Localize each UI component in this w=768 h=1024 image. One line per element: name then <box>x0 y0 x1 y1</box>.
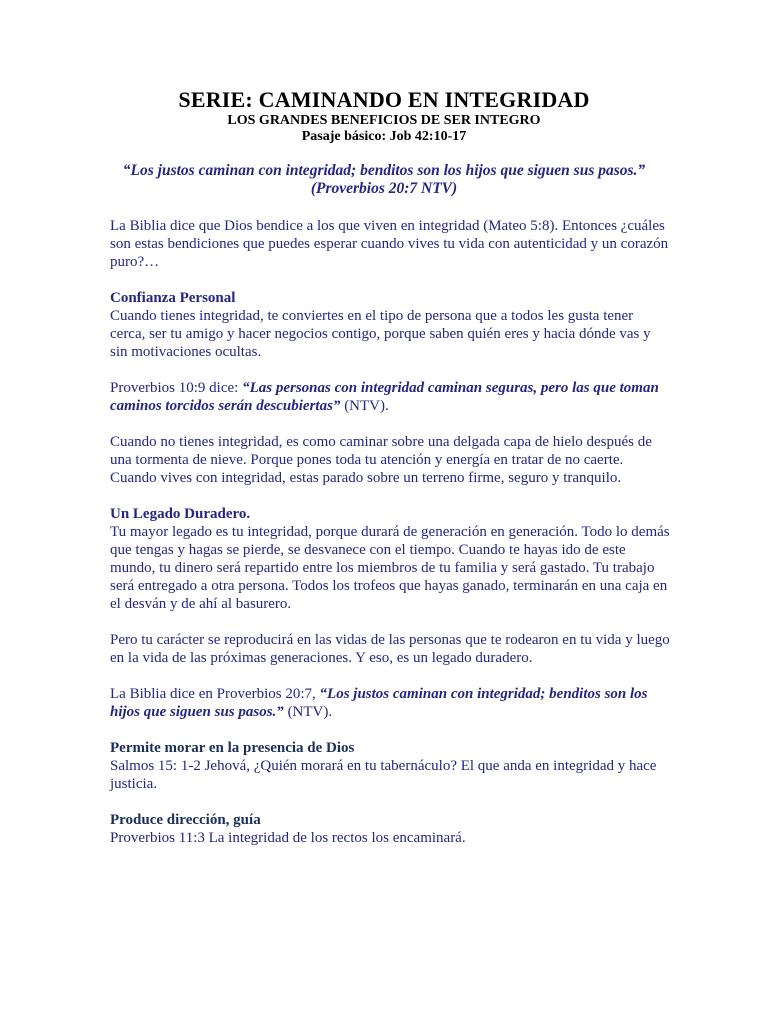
text-lead: Proverbios 10:9 dice: <box>110 380 243 396</box>
document-body <box>110 217 670 865</box>
base-passage: Pasaje básico: Job 42:10-17 <box>301 129 467 144</box>
section-heading: Un Legado Duradero. <box>110 506 251 522</box>
document-header <box>0 87 768 145</box>
section-heading: Confianza Personal <box>110 290 236 306</box>
section-direccion <box>110 811 670 847</box>
paragraph: Salmos 15: 1-2 Jehová, ¿Quién morará en tu tabernáculo? El que anda en integridad y hace justicia. <box>110 758 657 792</box>
section-morar <box>110 739 670 793</box>
bible-quote: “Los justos caminan con integridad; benditos son los hijos que siguen sus pasos.” <box>110 686 648 720</box>
text-tail: (NTV). <box>283 704 333 720</box>
key-verse: “Los justos caminan con integridad; benditos son los hijos que siguen sus pasos.” (Proverbios 20:7 NTV) <box>122 162 646 197</box>
paragraph: Cuando no tienes integridad, es como caminar sobre una delgada capa de hielo después de una tormenta de nieve. Porque pones toda tu atención y energía en tratar de no caerte. Cuando vives con integridad, estas parado sobre un terreno firme, seguro y tranquilo. <box>110 434 652 486</box>
paragraph: Tu mayor legado es tu integridad, porque durará de generación en generación. Todo lo demás que tengas y hagas se pierde, se desvanece con el tiempo. Cuando te hayas ido de este mundo, tu dinero será repartido entre los miembros de tu familia y será gastado. Tu trabajo será entregado a otra persona. Todos los trofeos que hayas ganado, terminarán en una caja en el desván y de ahí al basurero. <box>110 524 670 612</box>
paragraph: Pero tu carácter se reproducirá en las vidas de las personas que te rodearon en tu vida y luego en la vida de las próximas generaciones. Y eso, es un legado duradero. <box>110 632 670 666</box>
section-heading: Produce dirección, guía <box>110 812 261 828</box>
paragraph: Proverbios 11:3 La integridad de los rectos los encaminará. <box>110 830 466 846</box>
paragraph-proverbios-20-7 <box>110 685 670 721</box>
section-legado <box>110 505 670 613</box>
bible-quote: “Las personas con integridad caminan seguras, pero las que toman caminos torcidos serán descubiertas” <box>110 380 659 414</box>
section-heading: Permite morar en la presencia de Dios <box>110 740 355 756</box>
sermon-subtitle: LOS GRANDES BENEFICIOS DE SER INTEGRO <box>227 113 541 128</box>
series-title: SERIE: CAMINANDO EN INTEGRIDAD <box>178 87 590 112</box>
text-tail: (NTV). <box>340 398 389 414</box>
section-confianza <box>110 289 670 361</box>
paragraph: Cuando tienes integridad, te conviertes en el tipo de persona que a todos les gusta tener cerca, ser tu amigo y hacer negocios contigo, porque saben quién eres y hacia dónde vas y sin motivaciones ocultas. <box>110 308 651 360</box>
paragraph-proverbios-10-9 <box>110 379 670 415</box>
text-lead: La Biblia dice en Proverbios 20:7, <box>110 686 320 702</box>
intro-paragraph: La Biblia dice que Dios bendice a los que viven en integridad (Mateo 5:8). Entonces ¿cuáles son estas bendiciones que puedes esperar cuando vives tu vida con autenticidad y un corazón puro?… <box>110 218 669 270</box>
